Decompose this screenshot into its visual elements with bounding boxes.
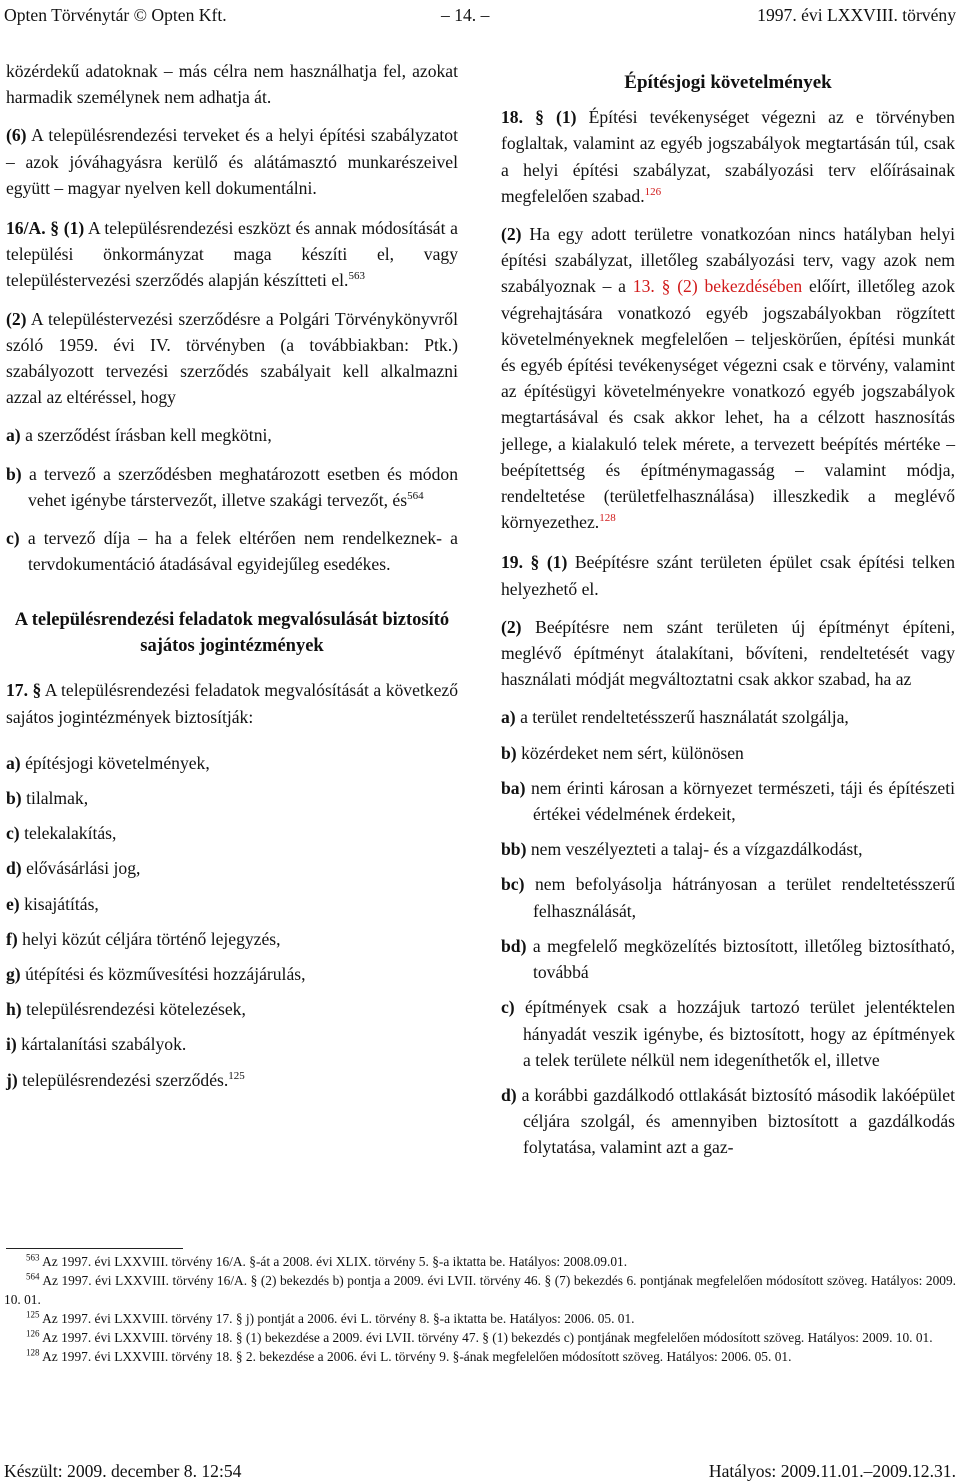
created-date: Készült: 2009. december 8. 12:54 [4,1461,242,1481]
footnote-number: 125 [26,1309,40,1320]
footnote-ref-128[interactable]: 128 [599,512,616,525]
paragraph-text: A településrendezési feladatok megvalósítását a következő sajátos jogintézmények biztosítják: [6,680,458,727]
list-item [6,461,458,513]
list-item [6,525,458,577]
item-label: b) [6,463,22,484]
item-label: bb) [501,839,527,860]
footnote-text: Az 1997. évi LXXVIII. törvény 16/A. § (2) bekezdés b) pontja a 2009. évi LVII. törvény 46. § (7) bekezdés 6. pontjának megfelelően módosított szöveg. Hatályos: 2009. 10. 01. [4,1273,957,1307]
paragraph-label: (2) [6,308,27,329]
page-number: – 14. – [441,5,490,25]
footnote-number: 563 [26,1252,40,1263]
paragraph-text: A településrendezési terveket és a helyi építési szabályzatot – azok jóváhagyásra kerülő és alátámasztó munkarészeivel együtt – magyar nyelven kell dokumentálni. [6,125,458,198]
right-column [501,70,955,1161]
item-text: a tervező díja – ha a felek eltérően nem rendelkeznek- a tervdokumentáció átadásával egyidejűleg esedékes. [27,528,458,575]
item-label: c) [6,528,20,549]
item-label: c) [6,823,20,844]
left-column [6,58,458,1093]
item-label: b) [6,788,22,809]
paragraph-label: (1) [546,552,568,573]
footnote-separator [6,1248,183,1249]
section-heading: A településrendezési feladatok megvalósulását biztosító sajátos jogintézmények [14,610,450,657]
section-sign: § [50,218,60,239]
item-label: a) [6,425,21,446]
header-right: 1997. évi LXXVIII. törvény [757,5,956,25]
section-sign: § [530,552,540,573]
item-text: tilalmak, [26,788,89,809]
section-number: 16/A. [6,218,46,239]
list-item [501,994,955,1073]
footnote [4,1328,956,1347]
paragraph-label: (1) [556,107,577,128]
list-item [6,1031,458,1057]
item-text: telekalakítás, [24,823,117,844]
section-heading: Építésjogi követelmények [624,72,832,93]
footnote [4,1271,956,1309]
list-item [6,1067,458,1093]
section-number: 19. [501,552,523,573]
item-label: g) [6,964,21,985]
header-left: Opten Törvénytár © Opten Kft. [4,5,227,25]
item-label: h) [6,999,22,1020]
paragraph-text: előírt, illetőleg azok végrehajtására vonatkozó egyéb jogszabályokban rögzített követelményeknek megfelelően – teljeskörűen, építési munkát és egyéb építési tevékenységet végezni csak e törvény, valamint az építésügyi követelményekre vonatkozó egyéb jogszabályok megtartásával és csak akkor lehet, ha a célzott hasznosítás jellege, a kialakuló telek mérete, a tervezett beépítés mértéke – beépítettség és építménymagasság – valamint módja, rendeltetése (területfelhasználása) illeszkedik a meglévő környezethez. [501,276,956,533]
list-item [6,750,458,776]
paragraph-label: (2) [501,616,522,637]
item-text: építésjogi követelmények, [25,752,210,773]
list-item [6,785,458,811]
footnote [4,1252,956,1271]
section-16a-paragraph-1 [6,215,458,294]
item-label: f) [6,928,18,949]
item-text: a megfelelő megközelítés biztosított, illetőleg biztosítható, továbbá [532,935,955,983]
list-item [6,422,458,448]
paragraph-label: (1) [63,218,85,239]
item-text: a terület rendeltetésszerű használatát szolgálja, [520,707,849,728]
item-text: a korábbi gazdálkodó ottlakását biztosító második lakóépület céljára szolgál, és amennyiben biztosított a gazdálkodás folytatása, valamint azt a gaz- [521,1084,955,1158]
page-header [4,2,956,28]
list-item [501,740,955,766]
paragraph-text: Beépítésre nem szánt területen új építményt építeni, meglévő építményt átalakítani, bővíteni, rendeltetését vagy használati módját megváltoztatni csak akkor szabad, ha az [501,616,955,690]
section-18-paragraph-1 [501,104,955,209]
footnote [4,1347,956,1366]
footnote-text: Az 1997. évi LXXVIII. törvény 17. § j) pontját a 2006. évi L. törvény 8. §-a iktatta be. Hatályos: 2006. 05. 01. [42,1311,635,1326]
item-text: elővásárlási jog, [26,858,141,879]
item-label: j) [6,1069,18,1090]
paragraph-text: A településtervezési szerződésre a Polgári Törvénykönyvről szóló 1959. évi IV. törvényben (a továbbiakban: Ptk.) szabályozott tervezési szerződés szabályait kell alkalmazni azzal az eltéréssel, hogy [6,308,458,408]
section-number: 18. [501,107,523,128]
item-text: nem érinti károsan a környezet természeti, táji és építészeti értékei védelmének érdekeit, [531,777,955,825]
section-19-paragraph-1 [501,549,955,601]
footnote-ref-563[interactable]: 563 [348,270,365,283]
item-label: d) [6,858,22,879]
list-item [6,926,458,952]
section-17 [6,677,458,729]
section-16a-paragraph-2 [6,306,458,411]
item-label: e) [6,893,20,914]
list-item [6,996,458,1022]
item-text: a szerződést írásban kell megkötni, [25,425,272,446]
item-text: helyi közút céljára történő lejegyzés, [22,928,281,949]
list-item [501,1082,955,1161]
effective-period: Hatályos: 2009.11.01.–2009.12.31. [708,1461,956,1481]
list-item [501,871,955,923]
footnote-text: Az 1997. évi LXXVIII. törvény 18. § (1) bekezdése a 2009. évi LVII. törvény 47. § (1) bekezdés c) pontjának megfelelően módosított szöveg. Hatályos: 2009. 10. 01. [42,1330,933,1345]
footnotes [4,1252,956,1366]
footnote-text: Az 1997. évi LXXVIII. törvény 16/A. §-át a 2008. évi XLIX. törvény 5. §-a iktatta be. Hatályos: 2008.09.01. [42,1254,628,1269]
list-item [501,775,955,827]
paragraph-label: (6) [6,125,27,146]
footnote [4,1309,956,1328]
item-label: b) [501,742,517,763]
paragraph-text: Ha egy adott területre vonatkozóan nincs hatályban helyi építési szabályzat, illetőleg szabályozási terv, vagy azok nem szabályoznak – a [501,224,955,297]
list-17 [6,750,458,1093]
list-item [6,820,458,846]
list-item [6,891,458,917]
paragraph-6 [6,122,458,201]
list-item [6,855,458,881]
section-sign: § [535,107,544,128]
footnote-number: 564 [26,1271,40,1282]
item-text: nem befolyásolja hátrányosan a terület rendeltetésszerű felhasználását, [533,874,955,921]
item-text: nem veszélyezteti a talaj- és a vízgazdálkodást, [530,839,863,860]
footnote-ref-125[interactable]: 125 [228,1069,245,1082]
paragraph-label: (2) [501,224,522,245]
item-label: ba) [501,777,526,798]
section-19-paragraph-2 [501,614,955,693]
footnote-number: 128 [26,1347,40,1358]
footnote-number: 126 [26,1328,40,1339]
item-text: útépítési és közművesítési hozzájárulás, [25,964,306,985]
cross-reference-link[interactable]: 13. § (2) bekezdésében [632,276,803,297]
section-18-paragraph-2 [501,221,955,535]
item-text: építmények csak a hozzájuk tartozó terület jelentéktelen hányadát veszik igénybe, és biztosított, hogy az építmények a telek területe nélkül nem idegeníthetők el, illetve [523,997,955,1070]
item-label: a) [501,707,516,728]
item-label: c) [501,997,515,1018]
item-label: bc) [501,874,525,895]
paragraph-text: Építési tevékenységet végezni az e törvényben foglaltak, valamint az egyéb jogszabályok megtartásán túl, csak a helyi építési szabályzat, szabályozási terv előírásainak megfelelően szabad. [501,107,955,206]
item-text: településrendezési szerződés. [22,1069,229,1090]
list-item [501,933,955,985]
item-label: d) [501,1084,517,1105]
item-label: a) [6,752,21,773]
continuation-text: közérdekű adatoknak – más célra nem használhatja fel, azokat harmadik személynek nem adhatja át. [6,61,458,108]
footnote-text: Az 1997. évi LXXVIII. törvény 18. § 2. bekezdése a 2006. évi L. törvény 9. §-ának megfelelően módosított szöveg. Hatályos: 2006. 05. 01. [42,1349,792,1364]
footnote-ref-564[interactable]: 564 [407,489,424,502]
list-item [501,836,955,862]
item-label: bd) [501,935,527,956]
list-item [501,704,955,730]
item-text: közérdeket nem sért, különösen [521,742,744,763]
item-text: településrendezési kötelezések, [26,999,246,1020]
paragraph-text: A településrendezési eszközt és annak módosítását a települési önkormányzat maga készíti el, vagy településtervezési szerződés alapján készítteti el. [6,218,458,291]
item-text: a tervező a szerződésben meghatározott esetben és módon vehet igénybe társtervezőt, illetve szakági tervezőt, és [28,463,458,510]
item-label: i) [6,1034,17,1055]
footnote-ref-126[interactable]: 126 [644,185,662,198]
section-sign: § [32,680,42,701]
section-number: 17. [6,680,28,701]
list-item [6,961,458,987]
paragraph-text: Beépítésre szánt területen épület csak építési telken helyezhető el. [501,552,956,599]
item-text: kisajátítás, [24,893,99,914]
item-text: kártalanítási szabályok. [21,1034,187,1055]
page-footer [4,1458,956,1482]
